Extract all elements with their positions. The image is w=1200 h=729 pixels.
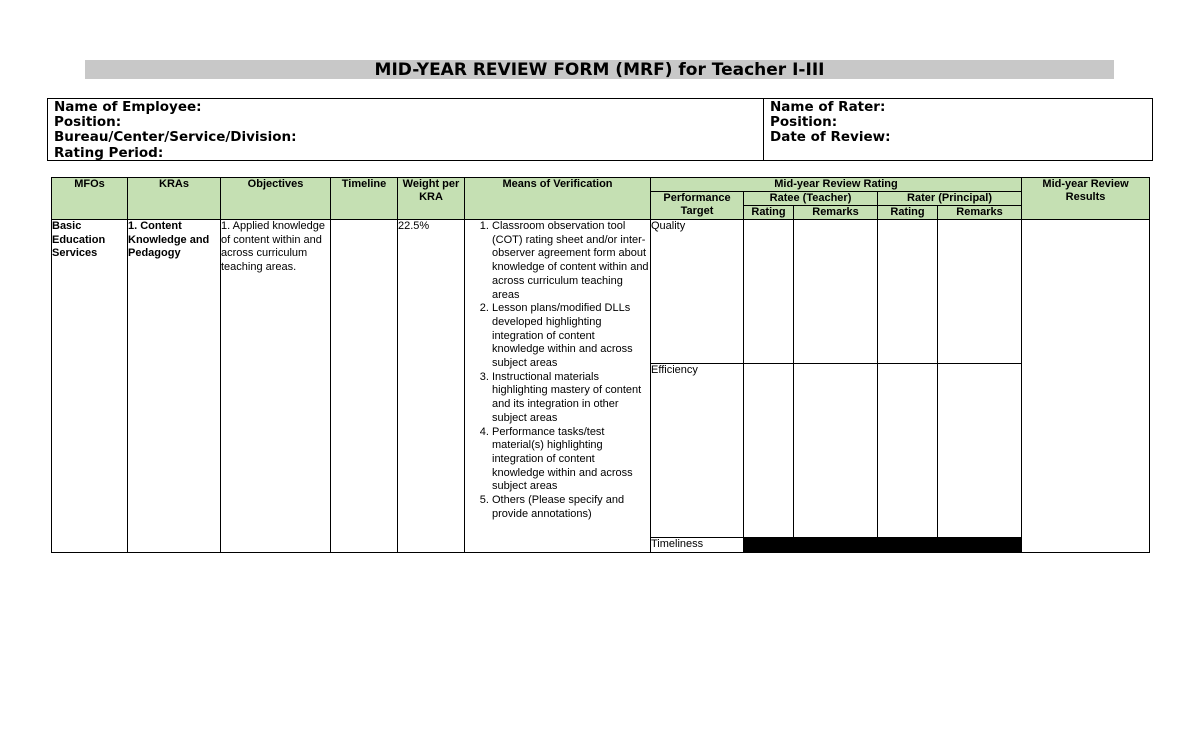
header-weight: Weight per KRA (398, 178, 465, 220)
header-performance-target: Performance Target (651, 192, 744, 220)
means-list (467, 220, 650, 521)
header-ratee-rating: Rating (744, 206, 794, 220)
midyear-results-cell[interactable] (1022, 220, 1150, 553)
efficiency-ratee-remarks[interactable] (794, 364, 878, 538)
header-midyear-rating: Mid-year Review Rating (651, 178, 1022, 192)
form-title: MID-YEAR REVIEW FORM (MRF) for Teacher I-III (85, 60, 1114, 79)
employee-position-label: Position: (54, 114, 122, 131)
timeliness-blackout (744, 538, 1022, 553)
efficiency-rater-rating[interactable] (878, 364, 938, 538)
rater-position-label: Position: (770, 114, 838, 131)
list-item: 2. Lesson plans/modified DLLs developed highlighting integration of content knowledge within and across subject areas (492, 302, 650, 371)
list-item: 1. Classroom observation tool (COT) rating sheet and/or inter-observer agreement form about knowledge of content within and across curriculum teaching areas (492, 220, 650, 302)
list-item: 3. Instructional materials highlighting mastery of content and its integration in other subject areas (492, 371, 650, 426)
table-row (52, 220, 1150, 364)
header-ratee-remarks: Remarks (794, 206, 878, 220)
header-midyear-results: Mid-year Review Results (1022, 178, 1150, 220)
header-timeline: Timeline (331, 178, 398, 220)
list-item: 5. Others (Please specify and provide annotations) (492, 494, 650, 521)
bureau-label: Bureau/Center/Service/Division: (54, 129, 297, 146)
header-ratee: Ratee (Teacher) (744, 192, 878, 206)
employee-info-box (47, 98, 1153, 161)
date-of-review-label: Date of Review: (770, 129, 891, 146)
rating-table (51, 177, 1150, 553)
header-kras: KRAs (128, 178, 221, 220)
header-objectives: Objectives (221, 178, 331, 220)
target-timeliness: Timeliness (651, 538, 744, 553)
weight-cell: 22.5% (398, 220, 465, 553)
quality-ratee-rating[interactable] (744, 220, 794, 364)
name-of-employee-label: Name of Employee: (54, 99, 202, 115)
employee-info-left (48, 99, 764, 160)
efficiency-ratee-rating[interactable] (744, 364, 794, 538)
timeline-cell (331, 220, 398, 553)
kra-cell: 1. Content Knowledge and Pedagogy (128, 220, 221, 553)
header-means-of-verification: Means of Verification (465, 178, 651, 220)
efficiency-rater-remarks[interactable] (938, 364, 1022, 538)
header-mfos: MFOs (52, 178, 128, 220)
header-rater: Rater (Principal) (878, 192, 1022, 206)
name-of-rater-label: Name of Rater: (770, 99, 886, 115)
target-efficiency: Efficiency (651, 364, 744, 538)
header-rater-rating: Rating (878, 206, 938, 220)
mfo-cell: Basic Education Services (52, 220, 128, 553)
quality-rater-rating[interactable] (878, 220, 938, 364)
header-rater-remarks: Remarks (938, 206, 1022, 220)
target-quality: Quality (651, 220, 744, 364)
list-item: 4. Performance tasks/test material(s) highlighting integration of content knowledge within and across subject areas (492, 426, 650, 495)
means-of-verification-cell (465, 220, 651, 553)
quality-ratee-remarks[interactable] (794, 220, 878, 364)
rating-period-label: Rating Period: (54, 144, 164, 161)
quality-rater-remarks[interactable] (938, 220, 1022, 364)
rater-info-right (764, 99, 1152, 160)
objective-cell: 1. Applied knowledge of content within and across curriculum teaching areas. (221, 220, 331, 553)
